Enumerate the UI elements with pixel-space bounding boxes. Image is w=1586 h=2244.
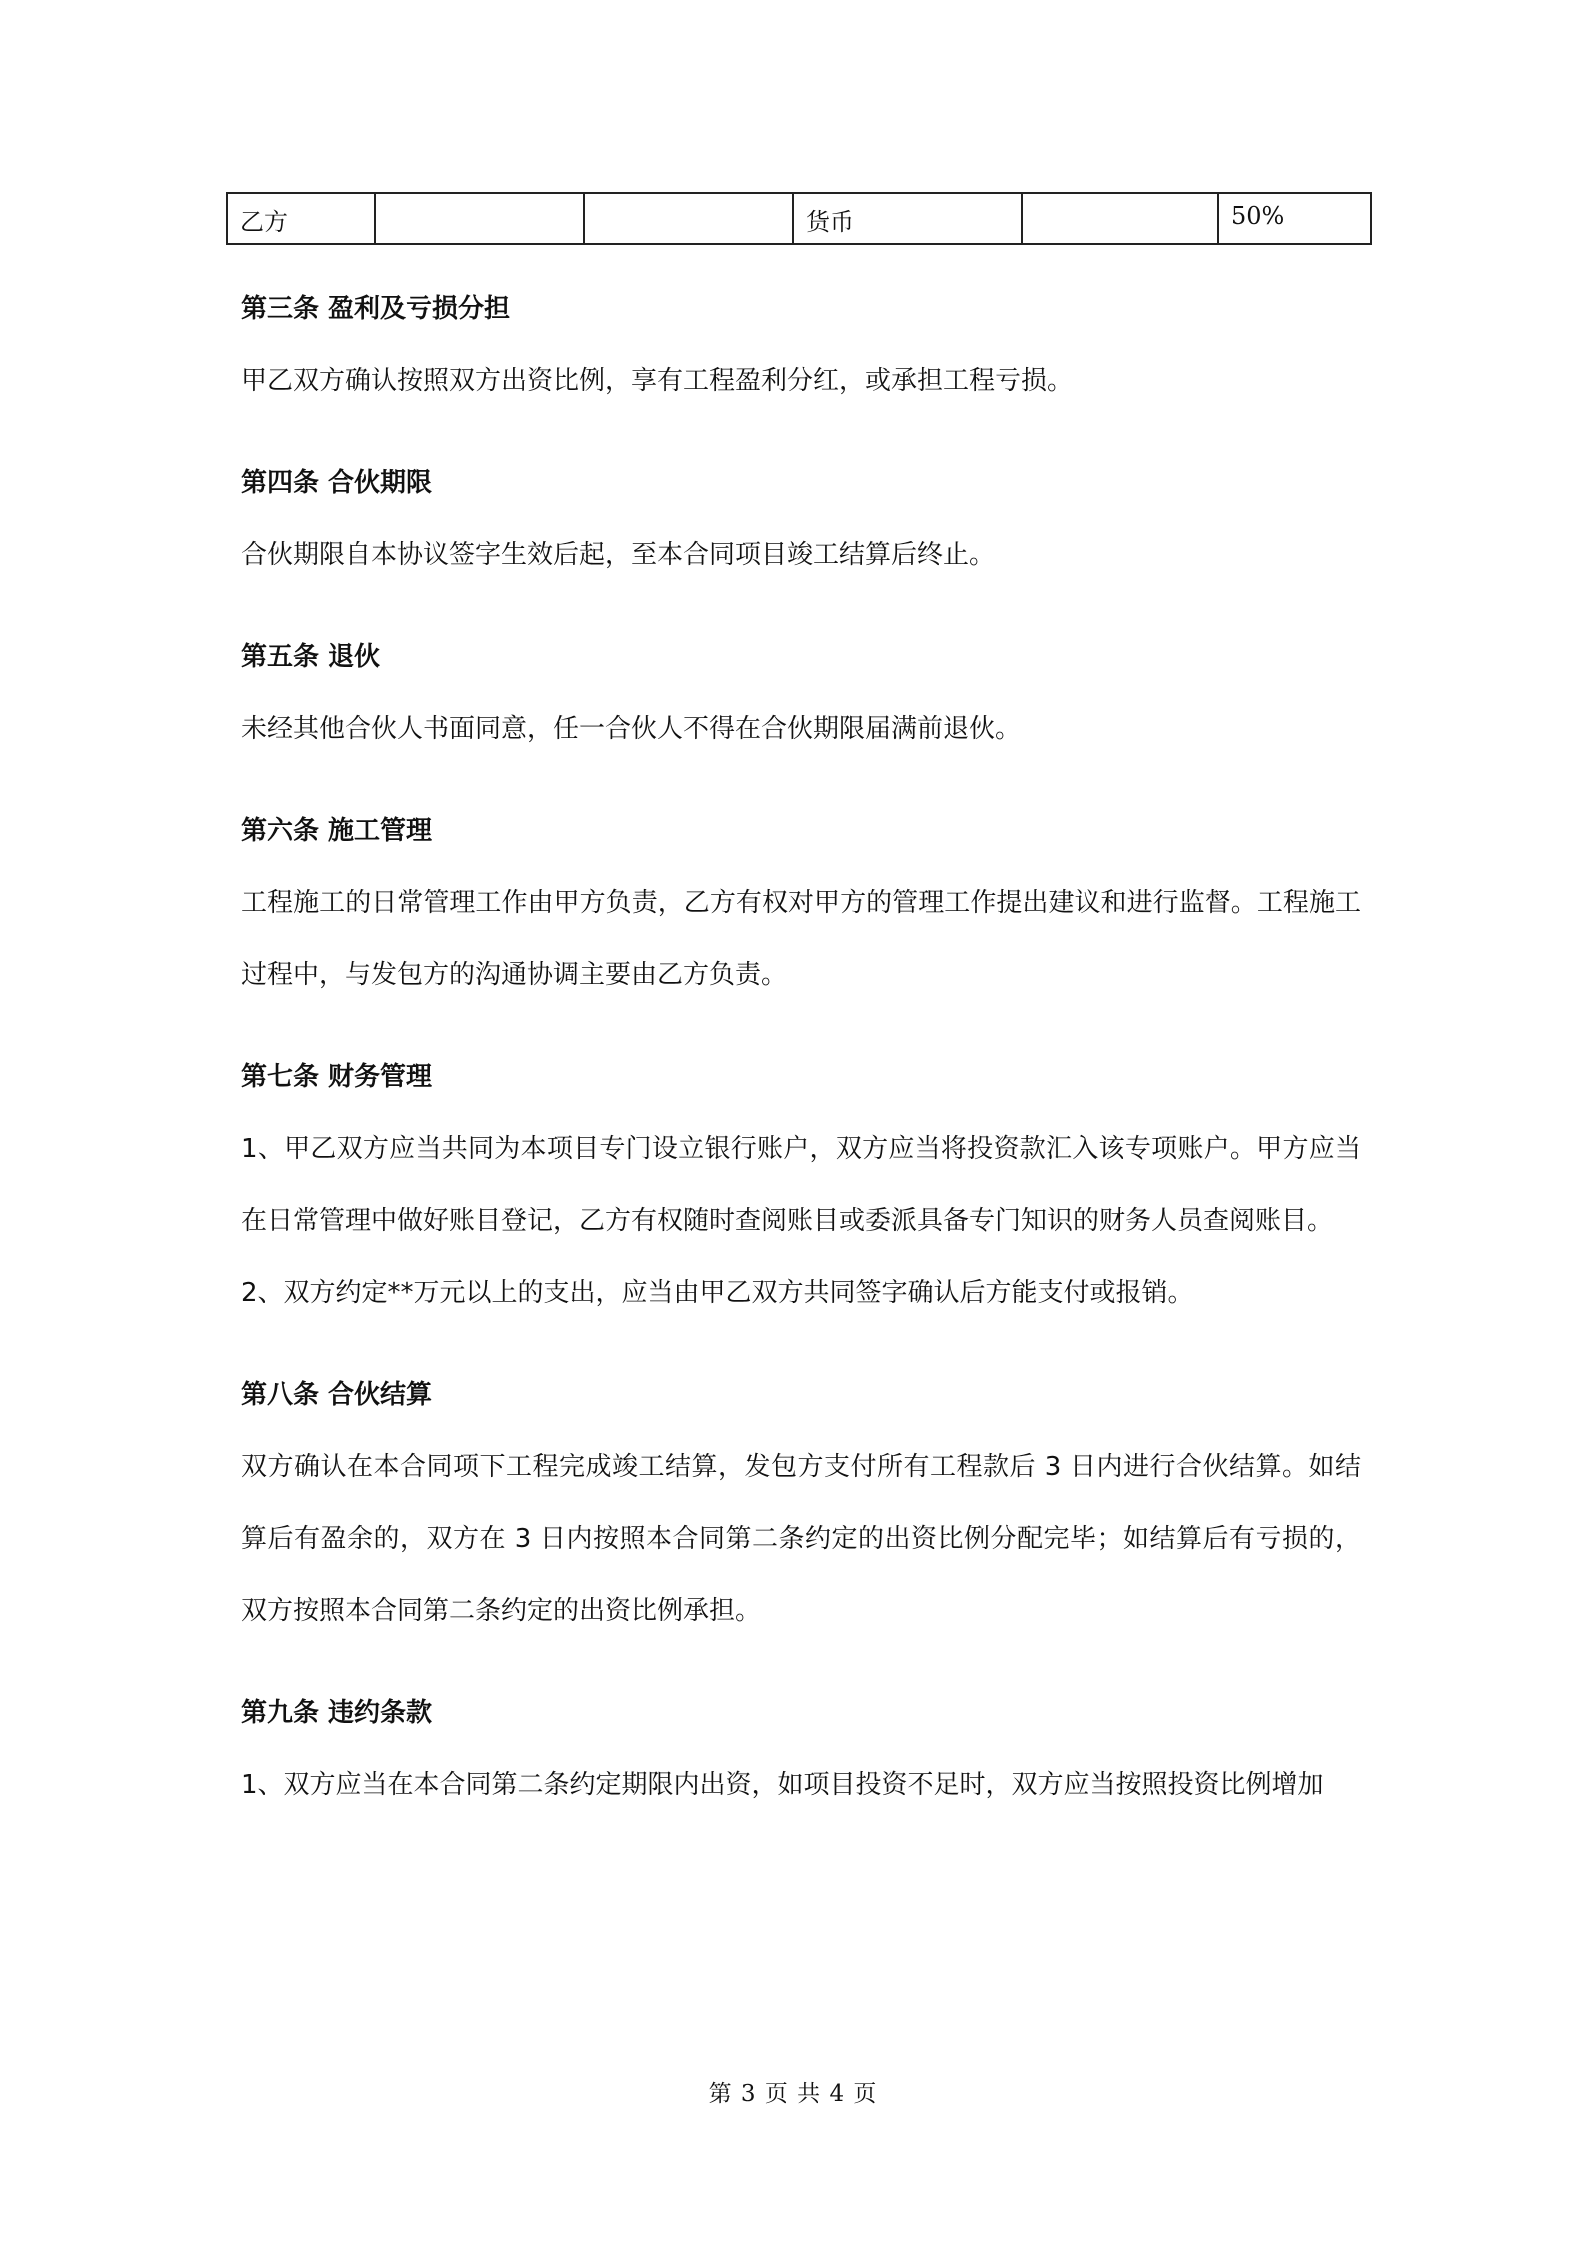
article-paragraph: 双方确认在本合同项下工程完成竣工结算，发包方支付所有工程款后 3 日内进行合伙结算。如结算后有盈余的，双方在 3 日内按照本合同第二条约定的出资比例分配完毕；如结算后有亏损的，双方按照本合同第二条约定的出资比例承担。 (241, 1452, 1361, 1626)
article-paragraph: 工程施工的日常管理工作由甲方负责，乙方有权对甲方的管理工作提出建议和进行监督。工程施工过程中，与发包方的沟通协调主要由乙方负责。 (241, 888, 1361, 990)
contribution-table (226, 192, 1372, 245)
article-heading: 第八条 合伙结算 (241, 1380, 433, 1410)
article-paragraph: 合伙期限自本协议签字生效后起，至本合同项目竣工结算后终止。 (241, 540, 996, 570)
article-heading: 第七条 财务管理 (241, 1062, 433, 1092)
table-cell (375, 193, 584, 244)
article-paragraph: 甲乙双方确认按照双方出资比例，享有工程盈利分红，或承担工程亏损。 (241, 366, 1074, 396)
article-heading: 第三条 盈利及亏损分担 (241, 294, 511, 324)
table-cell (1022, 193, 1218, 244)
table-cell (584, 193, 793, 244)
article-heading: 第五条 退伙 (241, 642, 381, 672)
article-heading: 第九条 违约条款 (241, 1698, 433, 1728)
article-paragraph: 1、甲乙双方应当共同为本项目专门设立银行账户，双方应当将投资款汇入该专项账户。甲方应当在日常管理中做好账目登记，乙方有权随时查阅账目或委派具备专门知识的财务人员查阅账目。 (241, 1134, 1361, 1236)
page-footer: 第 3 页 共 4 页 (708, 2081, 878, 2107)
article-heading: 第四条 合伙期限 (241, 468, 433, 498)
article-paragraph: 2、双方约定**万元以上的支出，应当由甲乙双方共同签字确认后方能支付或报销。 (241, 1278, 1194, 1308)
article-heading: 第六条 施工管理 (241, 816, 433, 846)
article-paragraph: 未经其他合伙人书面同意，任一合伙人不得在合伙期限届满前退伙。 (241, 714, 1022, 744)
document-body (241, 290, 1361, 1821)
table-cell-party: 乙方 (227, 193, 375, 244)
table-cell-ratio: 50% (1218, 193, 1371, 244)
table-row (227, 193, 1371, 244)
table-cell-method: 货币 (793, 193, 1022, 244)
article-paragraph: 1、双方应当在本合同第二条约定期限内出资，如项目投资不足时，双方应当按照投资比例增加 (241, 1770, 1324, 1800)
